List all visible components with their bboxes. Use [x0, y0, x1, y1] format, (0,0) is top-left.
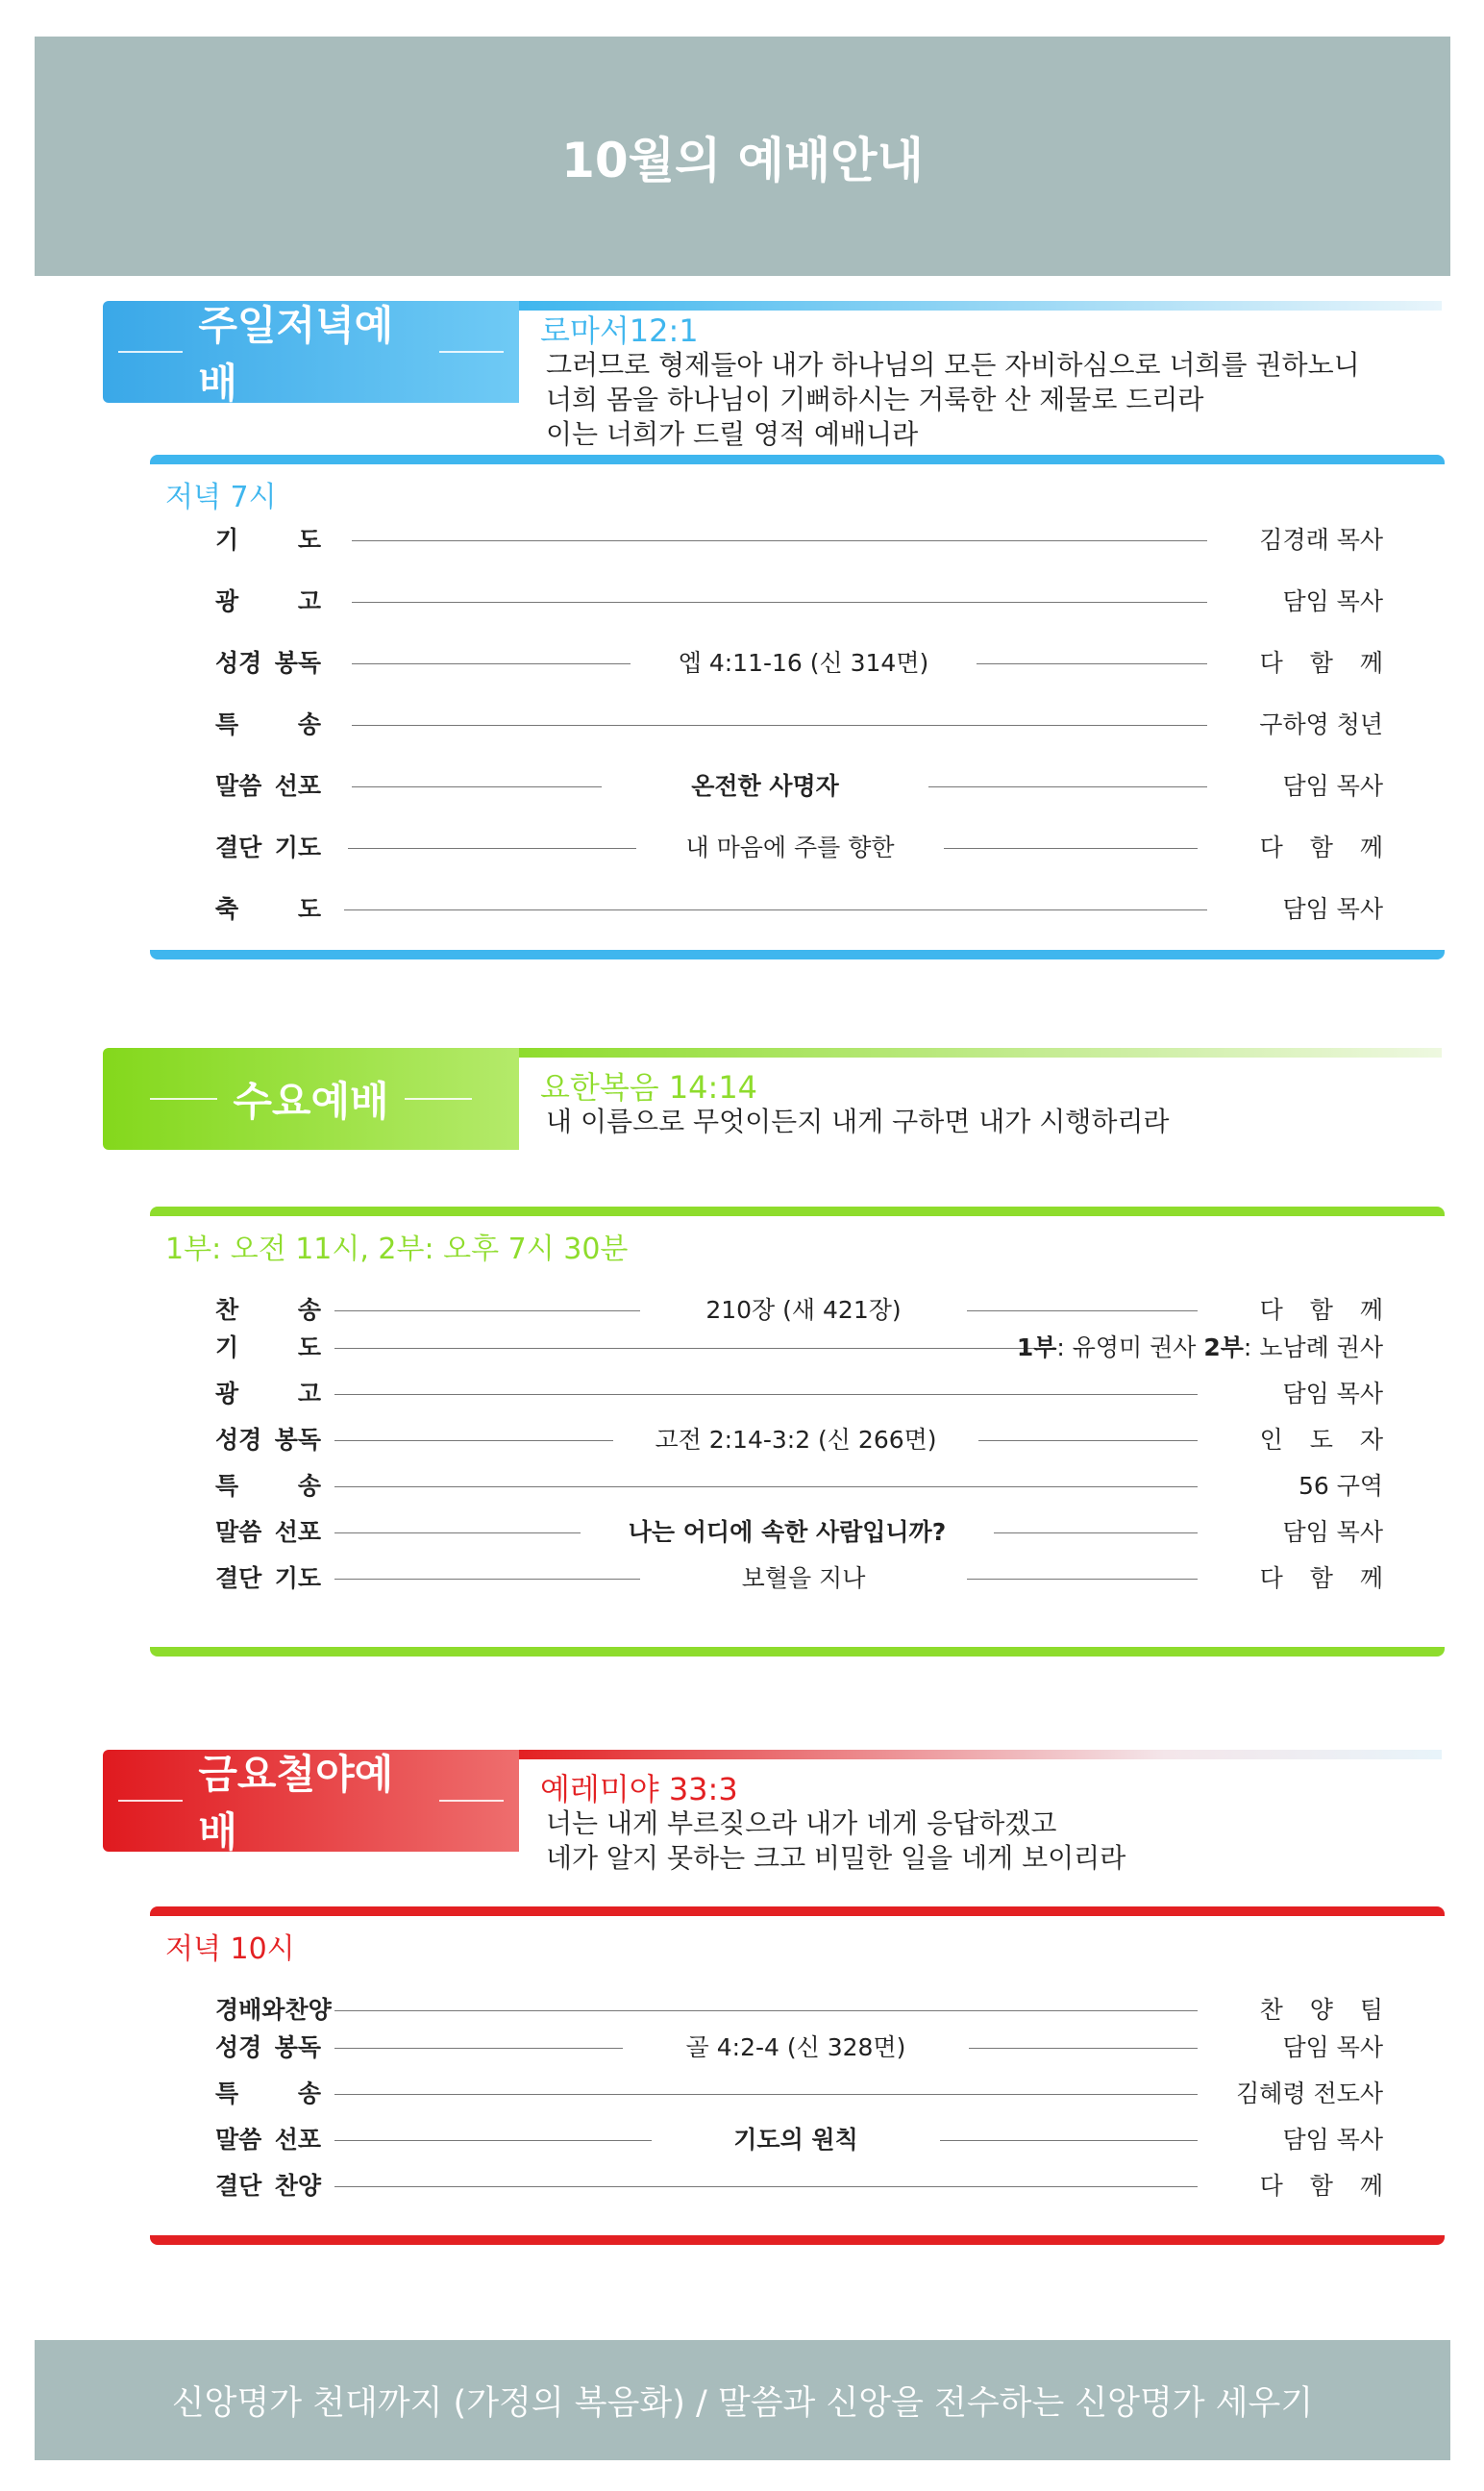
row-label: 성경 봉독 — [215, 1426, 321, 1454]
row-label: 찬 송 — [215, 1296, 321, 1324]
footer-banner — [35, 2340, 1450, 2460]
wed-row-hymn — [215, 1291, 1393, 1330]
dotted-line — [334, 1310, 640, 1311]
row-person: 다 함 께 — [1259, 2172, 1393, 2200]
dotted-line — [334, 1348, 1036, 1349]
row-person: 담임 목사 — [1282, 2033, 1383, 2061]
row-person: 담임 목사 — [1282, 772, 1383, 800]
row-label: 결단 기도 — [215, 834, 321, 861]
wednesday-verse — [540, 1070, 1169, 1139]
tab-line-right — [405, 1098, 472, 1100]
row-content: 나는 어디에 속한 사람입니까? — [628, 1518, 947, 1546]
row-content: 보혈을 지나 — [741, 1564, 866, 1592]
wed-row-prayer — [215, 1329, 1383, 1367]
friday-verse-ref: 예레미야 33:3 — [540, 1771, 738, 1807]
friday-verse-line: 네가 알지 못하는 크고 비밀한 일을 네게 보이리라 — [546, 1842, 1126, 1874]
wed-row-decision-prayer — [215, 1559, 1393, 1598]
wed-row-sermon — [215, 1513, 1383, 1552]
sunday-box-bottom — [150, 950, 1445, 959]
row-label: 기 도 — [215, 526, 321, 554]
wednesday-time: 1부: 오전 11시, 2부: 오후 7시 30분 — [165, 1233, 629, 1266]
first-service-label: 1부 — [1016, 1333, 1057, 1361]
row-label: 특 송 — [215, 1472, 321, 1500]
wednesday-box-top — [150, 1207, 1445, 1216]
row-label: 축 도 — [215, 895, 321, 923]
sunday-title: 주일저녁예배 — [198, 302, 394, 407]
dotted-line — [334, 2048, 623, 2049]
row-person: 담임 목사 — [1282, 1518, 1383, 1546]
fri-row-sermon — [215, 2121, 1383, 2159]
wednesday-header-bar — [519, 1048, 1442, 1058]
friday-title: 금요철야예배 — [198, 1751, 394, 1856]
sunday-row-scripture — [215, 644, 1393, 683]
row-person: 다 함 께 — [1259, 834, 1393, 861]
page-title-banner — [35, 37, 1450, 276]
dotted-line — [334, 1394, 1198, 1395]
dotted-line — [334, 2094, 1198, 2095]
tab-line-left — [118, 1800, 183, 1802]
dotted-line — [967, 1579, 1198, 1580]
row-content: 210장 (새 421장) — [705, 1296, 902, 1324]
dotted-line — [352, 540, 1207, 541]
row-content: 골 4:2-4 (신 328면) — [685, 2033, 906, 2061]
row-label: 경배와찬양 — [215, 1996, 332, 2024]
sunday-row-sermon — [215, 767, 1383, 806]
row-label: 특 송 — [215, 2080, 321, 2107]
tab-line-left — [118, 351, 183, 353]
sunday-title-tab — [103, 301, 519, 407]
first-service-leader: : 유영미 권사 — [1056, 1333, 1204, 1361]
dotted-line — [940, 2140, 1198, 2141]
wed-row-announcement — [215, 1375, 1383, 1413]
friday-title-tab — [103, 1750, 519, 1856]
dotted-line — [334, 2140, 652, 2141]
sunday-verse — [540, 313, 1360, 452]
row-label: 결단 찬양 — [215, 2172, 321, 2200]
dotted-line — [344, 909, 1207, 910]
dotted-line — [944, 848, 1198, 849]
page-title: 10월의 예배안내 — [561, 132, 924, 188]
tab-line-left — [150, 1098, 217, 1100]
dotted-line — [969, 2048, 1198, 2049]
dotted-line — [334, 1440, 613, 1441]
fri-row-special-song — [215, 2075, 1383, 2113]
row-label: 말씀 선포 — [215, 1518, 321, 1546]
row-content: 기도의 원칙 — [733, 2126, 858, 2154]
row-label: 결단 기도 — [215, 1564, 321, 1592]
footer-slogan: 신앙명가 천대까지 (가정의 복음화) / 말씀과 신앙을 전수하는 신앙명가 세우기 — [171, 2383, 1314, 2423]
dotted-line — [994, 1532, 1198, 1533]
row-person: 다 함 께 — [1259, 1296, 1393, 1324]
sunday-row-decision-prayer — [215, 829, 1393, 867]
row-label: 특 송 — [215, 710, 321, 738]
fri-row-decision-song — [215, 2167, 1393, 2205]
fri-row-praise-worship — [215, 1991, 1393, 2030]
dotted-line — [334, 1532, 581, 1533]
dotted-line — [978, 1440, 1198, 1441]
friday-box-top — [150, 1906, 1445, 1916]
friday-time: 저녁 10시 — [165, 1932, 295, 1966]
friday-verse-line: 너는 내게 부르짖으라 내가 네게 응답하겠고 — [546, 1807, 1057, 1839]
friday-verse — [540, 1772, 1125, 1876]
sunday-row-prayer — [215, 521, 1383, 560]
row-content: 엡 4:11-16 (신 314면) — [678, 649, 929, 677]
sunday-box-top — [150, 455, 1445, 464]
wednesday-verse-line: 내 이름으로 무엇이든지 내게 구하면 내가 시행하리라 — [546, 1106, 1170, 1137]
row-person: 담임 목사 — [1282, 587, 1383, 615]
row-content: 온전한 사명자 — [691, 772, 839, 800]
sunday-row-benediction — [215, 890, 1383, 929]
row-person: 김경래 목사 — [1259, 526, 1383, 554]
row-person — [1017, 1329, 1383, 1367]
tab-line-right — [439, 351, 504, 353]
wed-row-scripture — [215, 1421, 1393, 1459]
row-person: 56 구역 — [1298, 1472, 1383, 1500]
row-label: 말씀 선포 — [215, 772, 321, 800]
wed-row-special-song — [215, 1467, 1383, 1506]
dotted-line — [352, 663, 631, 664]
dotted-line — [348, 848, 636, 849]
dotted-line — [928, 786, 1207, 787]
row-label: 광 고 — [215, 587, 321, 615]
friday-header-bar — [519, 1750, 1442, 1759]
dotted-line — [352, 786, 602, 787]
sunday-verse-ref: 로마서12:1 — [540, 312, 699, 349]
row-person: 찬 양 팀 — [1259, 1996, 1393, 2024]
dotted-line — [977, 663, 1207, 664]
dotted-line — [334, 1486, 1198, 1487]
row-label: 광 고 — [215, 1380, 321, 1407]
wednesday-box-bottom — [150, 1647, 1445, 1657]
row-person: 인 도 자 — [1259, 1426, 1393, 1454]
second-service-leader: : 노남례 권사 — [1243, 1333, 1383, 1361]
tab-line-right — [439, 1800, 504, 1802]
sunday-row-special-song — [215, 706, 1383, 744]
wednesday-verse-ref: 요한복음 14:14 — [540, 1069, 758, 1106]
sunday-row-announcement — [215, 583, 1383, 621]
sunday-verse-line: 이는 너희가 드릴 영적 예배니라 — [546, 418, 919, 450]
sunday-header-bar — [519, 301, 1442, 311]
sunday-verse-line: 너희 몸을 하나님이 기뻐하시는 거룩한 산 제물로 드리라 — [546, 384, 1204, 415]
dotted-line — [352, 725, 1207, 726]
dotted-line — [334, 1579, 640, 1580]
dotted-line — [967, 1310, 1198, 1311]
row-label: 기 도 — [215, 1333, 321, 1361]
row-person: 담임 목사 — [1282, 2126, 1383, 2154]
row-person: 김혜령 전도사 — [1236, 2080, 1383, 2107]
second-service-label: 2부 — [1203, 1333, 1244, 1361]
wednesday-title: 수요예배 — [233, 1078, 389, 1125]
row-content: 내 마음에 주를 향한 — [685, 834, 895, 861]
sunday-verse-line: 그러므로 형제들아 내가 하나님의 모든 자비하심으로 너희를 권하노니 — [546, 349, 1360, 381]
row-person: 담임 목사 — [1282, 895, 1383, 923]
dotted-line — [334, 2010, 1198, 2011]
wednesday-title-tab — [103, 1048, 519, 1150]
fri-row-scripture — [215, 2029, 1383, 2067]
sunday-time: 저녁 7시 — [165, 481, 277, 514]
row-person: 구하영 청년 — [1259, 710, 1383, 738]
row-label: 성경 봉독 — [215, 2033, 321, 2061]
row-label: 말씀 선포 — [215, 2126, 321, 2154]
row-content: 고전 2:14-3:2 (신 266면) — [655, 1426, 937, 1454]
row-person: 다 함 께 — [1259, 649, 1393, 677]
dotted-line — [352, 602, 1207, 603]
row-label: 성경 봉독 — [215, 649, 321, 677]
friday-box-bottom — [150, 2235, 1445, 2245]
row-person: 담임 목사 — [1282, 1380, 1383, 1407]
row-person: 다 함 께 — [1259, 1564, 1393, 1592]
dotted-line — [334, 2186, 1198, 2187]
